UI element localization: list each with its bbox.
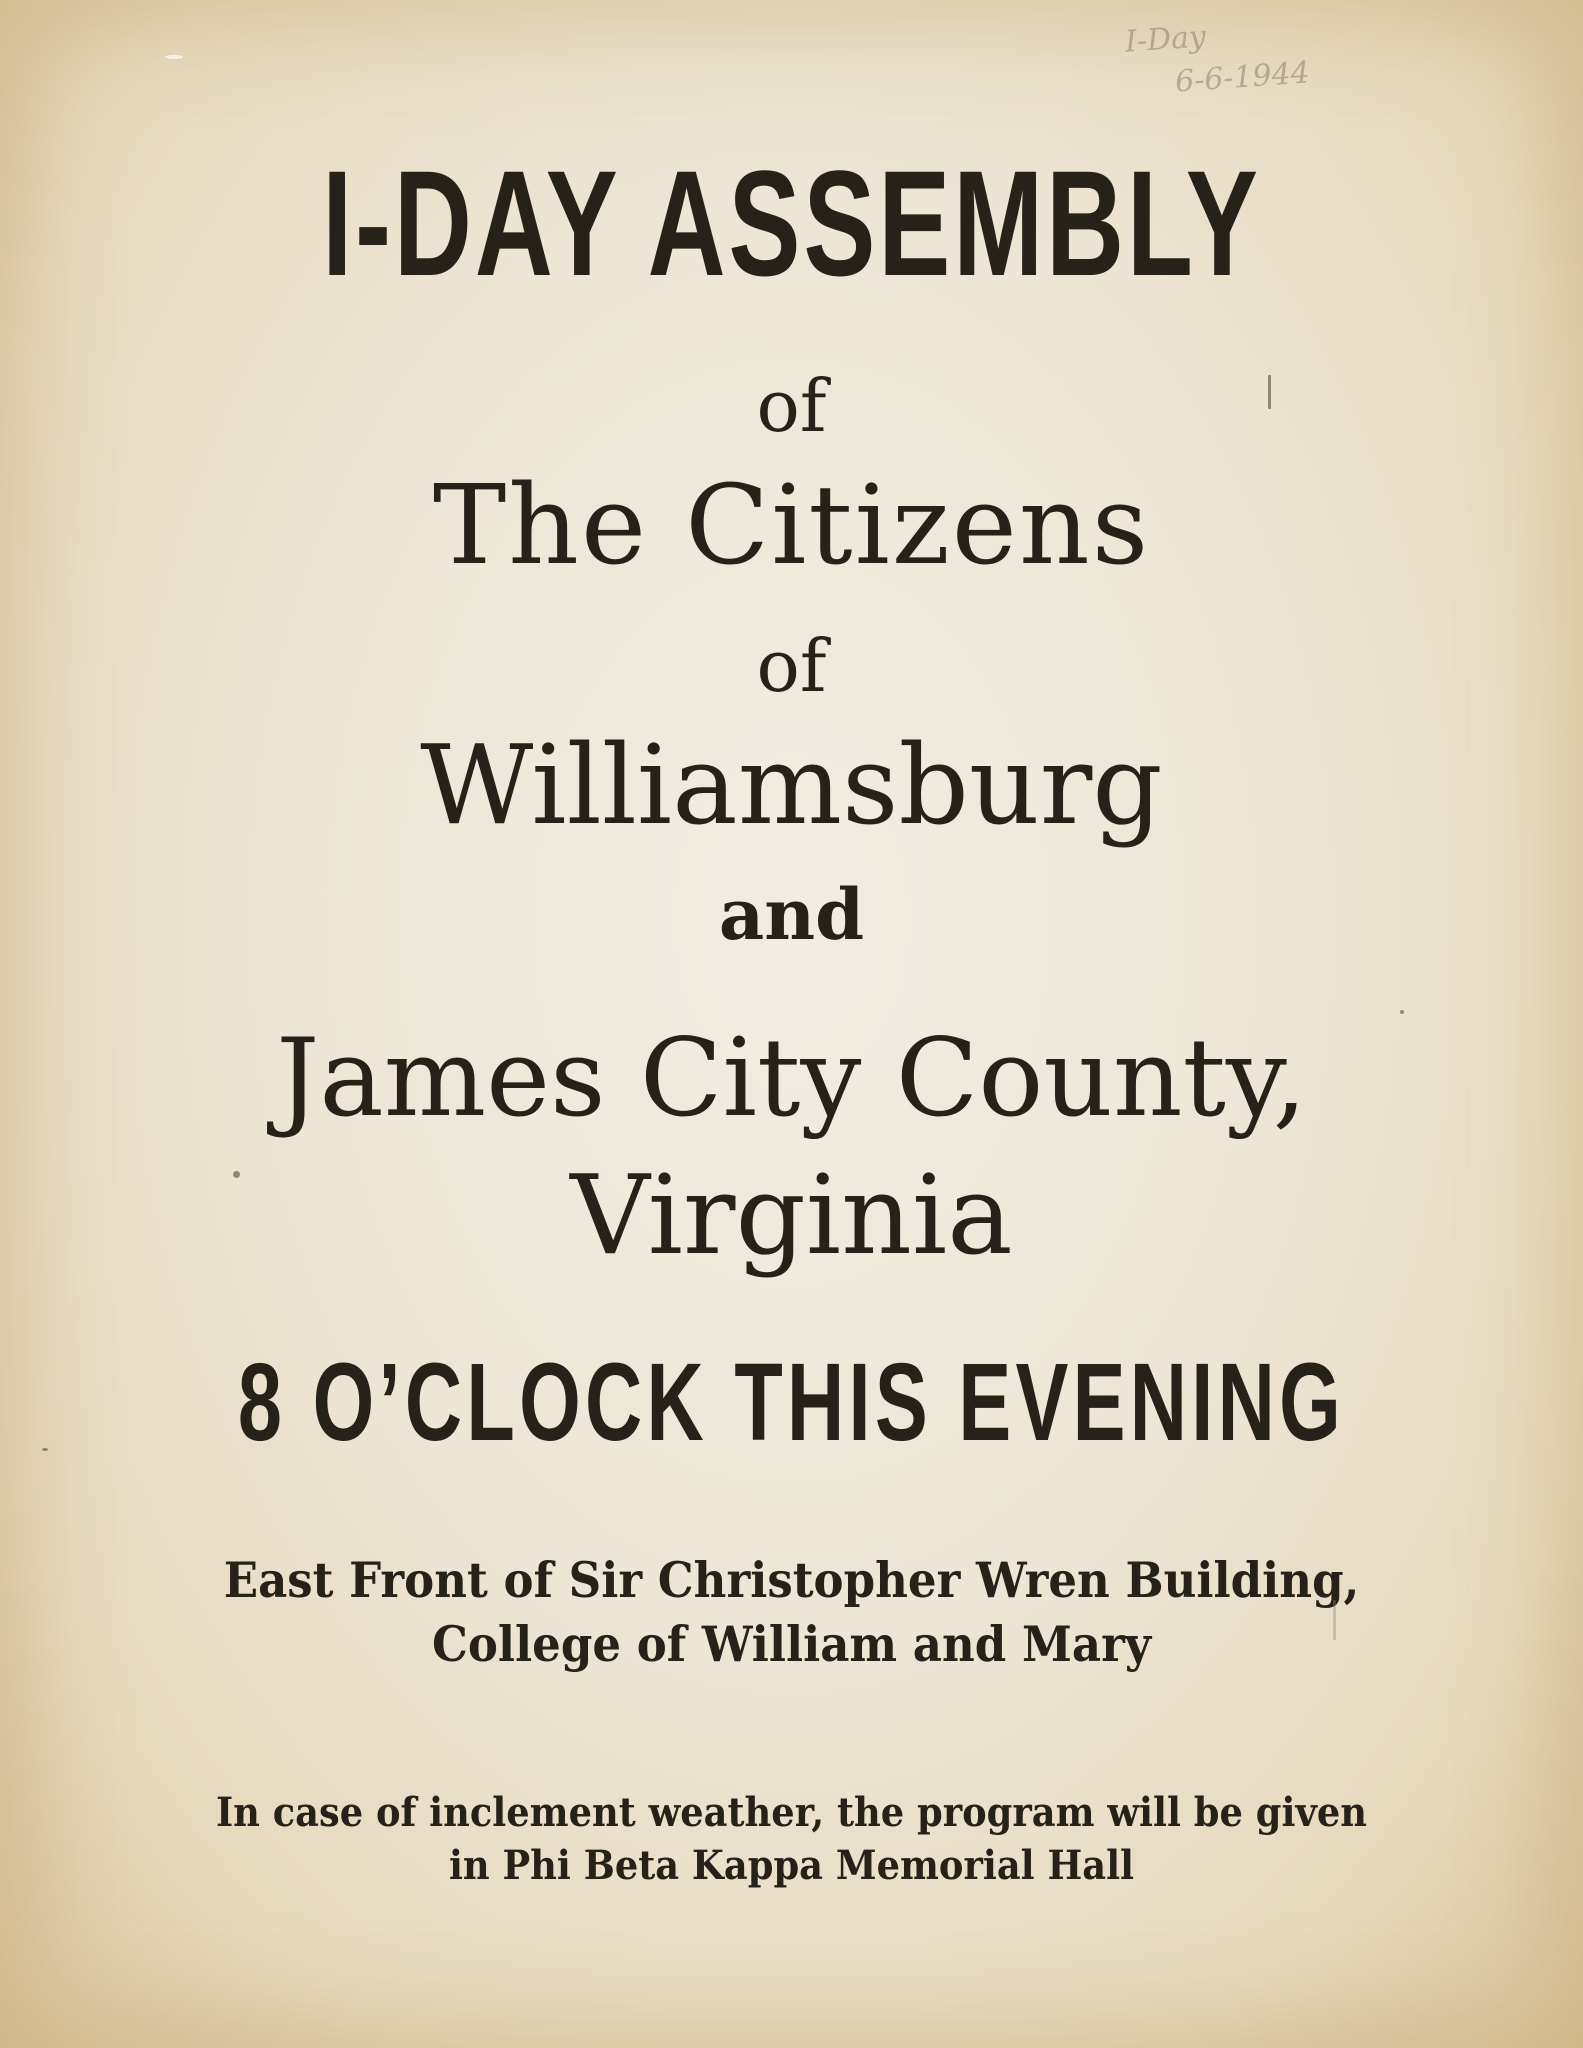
connector-of-1: of bbox=[756, 364, 827, 448]
paper-speck bbox=[165, 55, 183, 59]
county-line: James City County, bbox=[276, 1016, 1307, 1141]
paper-speck bbox=[233, 1171, 240, 1178]
williamsburg-line: Williamsburg bbox=[420, 721, 1163, 849]
paper-speck bbox=[42, 1448, 48, 1451]
paper-speck bbox=[1400, 1010, 1404, 1014]
state-line: Virginia bbox=[570, 1151, 1013, 1279]
weather-note-line-2: in Phi Beta Kappa Memorial Hall bbox=[448, 1842, 1135, 1889]
weather-note-line-1: In case of inclement weather, the program will be given bbox=[215, 1789, 1368, 1836]
pencil-note-line-1: I-Day bbox=[1123, 19, 1207, 60]
paper-speck bbox=[1268, 375, 1271, 409]
pencil-note-line-2: 6-6-1944 bbox=[1173, 55, 1311, 100]
citizens-line: The Citizens bbox=[432, 461, 1151, 589]
location-line-1: East Front of Sir Christopher Wren Building, bbox=[223, 1551, 1360, 1609]
headline: I-DAY ASSEMBLY bbox=[322, 139, 1261, 307]
connector-and: and bbox=[718, 873, 865, 956]
paper-speck bbox=[1333, 1600, 1336, 1640]
time-line: 8 O’CLOCK THIS EVENING bbox=[237, 1341, 1346, 1464]
location-line-2: College of William and Mary bbox=[431, 1615, 1152, 1673]
connector-of-2: of bbox=[756, 624, 827, 708]
